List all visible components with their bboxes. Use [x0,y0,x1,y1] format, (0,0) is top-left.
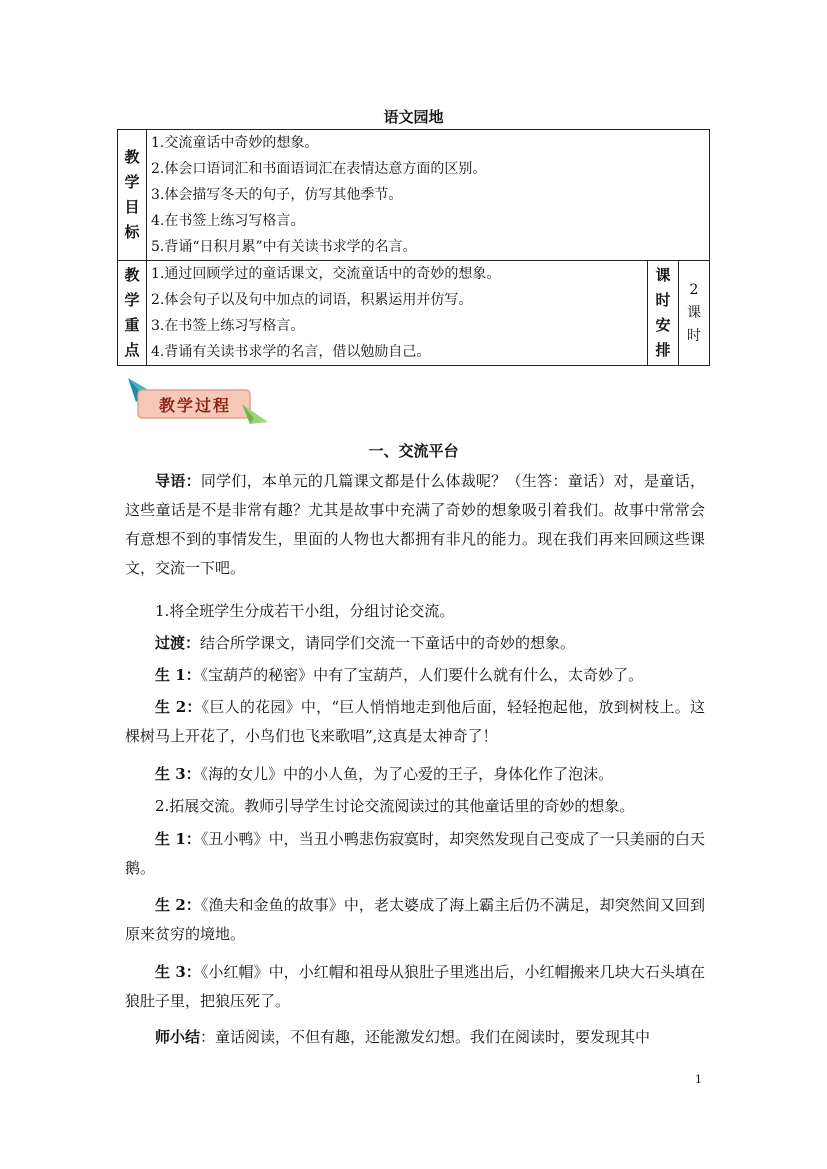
paragraph-text: ：童话阅读，不但有趣，还能激发幻想。我们在阅读时，要发现其中 [200,1028,651,1046]
goal-item: 5.背诵“日积月累”中有关读书求学的名言。 [151,239,417,255]
paragraph-text: 2.拓展交流。教师引导学生讨论交流阅读过的其他童话里的奇妙的想象。 [155,797,635,815]
paragraph [125,891,705,949]
goals-label-char: 学 [124,173,140,191]
page-number: 1 [695,1073,702,1086]
paragraph [125,597,705,626]
paragraph-text: 结合所学课文，请同学们交流一下童话中的奇妙的想象。 [200,634,576,652]
schedule-value [679,261,710,366]
schedule-label-char: 排 [655,341,671,359]
goals-items [147,130,710,261]
banner-text: 教学过程 [158,396,231,415]
paragraph [125,1023,705,1052]
schedule-label-char: 时 [655,291,671,309]
paragraph [125,661,705,690]
focus-items [147,261,648,366]
schedule-label-char: 安 [655,316,671,334]
goal-item: 1.交流童话中奇妙的想象。 [151,135,319,151]
teaching-process-banner [124,374,270,426]
section-title: 一、交流平台 [368,442,459,460]
schedule-label-char: 课 [655,266,671,284]
focus-label [118,261,147,366]
focus-label-char: 重 [124,316,140,334]
paragraph-text: 《巨人的花园》中，“巨人悄悄地走到他后面，轻轻抱起他，放到树枝上。这棵树马上开花了，小鸟们也飞来歌唱”,这真是太神奇了！ [125,698,705,745]
paragraph [125,825,705,883]
focus-item: 1.通过回顾学过的童话课文，交流童话中的奇妙的想象。 [151,266,501,282]
goals-row [118,130,710,261]
goal-item: 3.体会描写冬天的句子，仿写其他季节。 [151,187,403,203]
paragraph-lead: 生 1： [155,666,201,684]
focus-item: 4.背诵有关读书求学的名言，借以勉励自己。 [151,344,431,360]
paragraph-text: 《海的女儿》中的小人鱼，为了心爱的王子，身体化作了泡沫。 [200,765,614,783]
schedule-value-char: 2 [689,281,699,298]
paragraph-lead: 生 2： [155,896,201,914]
page-title: 语文园地 [383,108,444,126]
paragraph-text: 同学们，本单元的几篇课文都是什么体裁呢？（生答：童话）对，是童话，这些童话是不是非常有趣？尤其是故事中充满了奇妙的想象吸引着我们。故事中常常会有意想不到的事情发生，里面的人物也大都拥有非凡的能力。现在我们再来回顾这些课文，交流一下吧。 [125,472,705,577]
goal-item: 4.在书签上练习写格言。 [151,213,305,229]
paragraph [125,629,705,658]
focus-item: 2.体会句子以及句中加点的词语，积累运用并仿写。 [151,292,473,308]
paragraph [125,760,705,789]
lesson-plan-table [117,129,710,366]
paragraph-lead: 生 2： [155,698,202,716]
focus-label-char: 教 [124,266,140,284]
goal-item: 2.体会口语词汇和书面语词汇在表情达意方面的区别。 [151,161,487,177]
paragraph-text: 《宝葫芦的秘密》中有了宝葫芦，人们要什么就有什么，太奇妙了。 [200,666,644,684]
paragraph-lead: 生 3： [155,765,201,783]
paragraph-text: 《渔夫和金鱼的故事》中，老太婆成了海上霸主后仍不满足，却突然间又回到原来贫穷的境地。 [125,896,705,943]
paragraph [125,958,705,1016]
goals-label-char: 目 [124,198,140,216]
focus-row [118,261,710,366]
schedule-value-char: 时 [687,327,701,344]
paragraph-text: 1.将全班学生分成若干小组，分组讨论交流。 [155,602,455,620]
goals-label [118,130,147,261]
paragraph-lead: 生 3： [155,963,201,981]
goals-label-char: 标 [124,223,140,241]
goals-label-char: 教 [124,148,140,166]
paragraph-lead: 过渡： [155,634,201,652]
paragraph [125,693,705,751]
focus-label-char: 学 [124,291,140,309]
schedule-value-char: 课 [687,304,701,321]
paragraph [125,467,705,583]
paragraph-lead: 师小结 [155,1028,201,1046]
schedule-label [648,261,679,366]
paragraph [125,792,705,821]
paragraph-lead: 生 1： [155,830,201,848]
paragraph-lead: 导语： [155,472,201,490]
focus-label-char: 点 [124,341,140,359]
focus-item: 3.在书签上练习写格言。 [151,318,305,334]
paragraph-text: 《丑小鸭》中，当丑小鸭悲伤寂寞时，却突然发现自己变成了一只美丽的白天鹅。 [125,830,705,877]
paragraph-text: 《小红帽》中，小红帽和祖母从狼肚子里逃出后，小红帽搬来几块大石头填在狼肚子里，把狼压死了。 [125,963,705,1010]
